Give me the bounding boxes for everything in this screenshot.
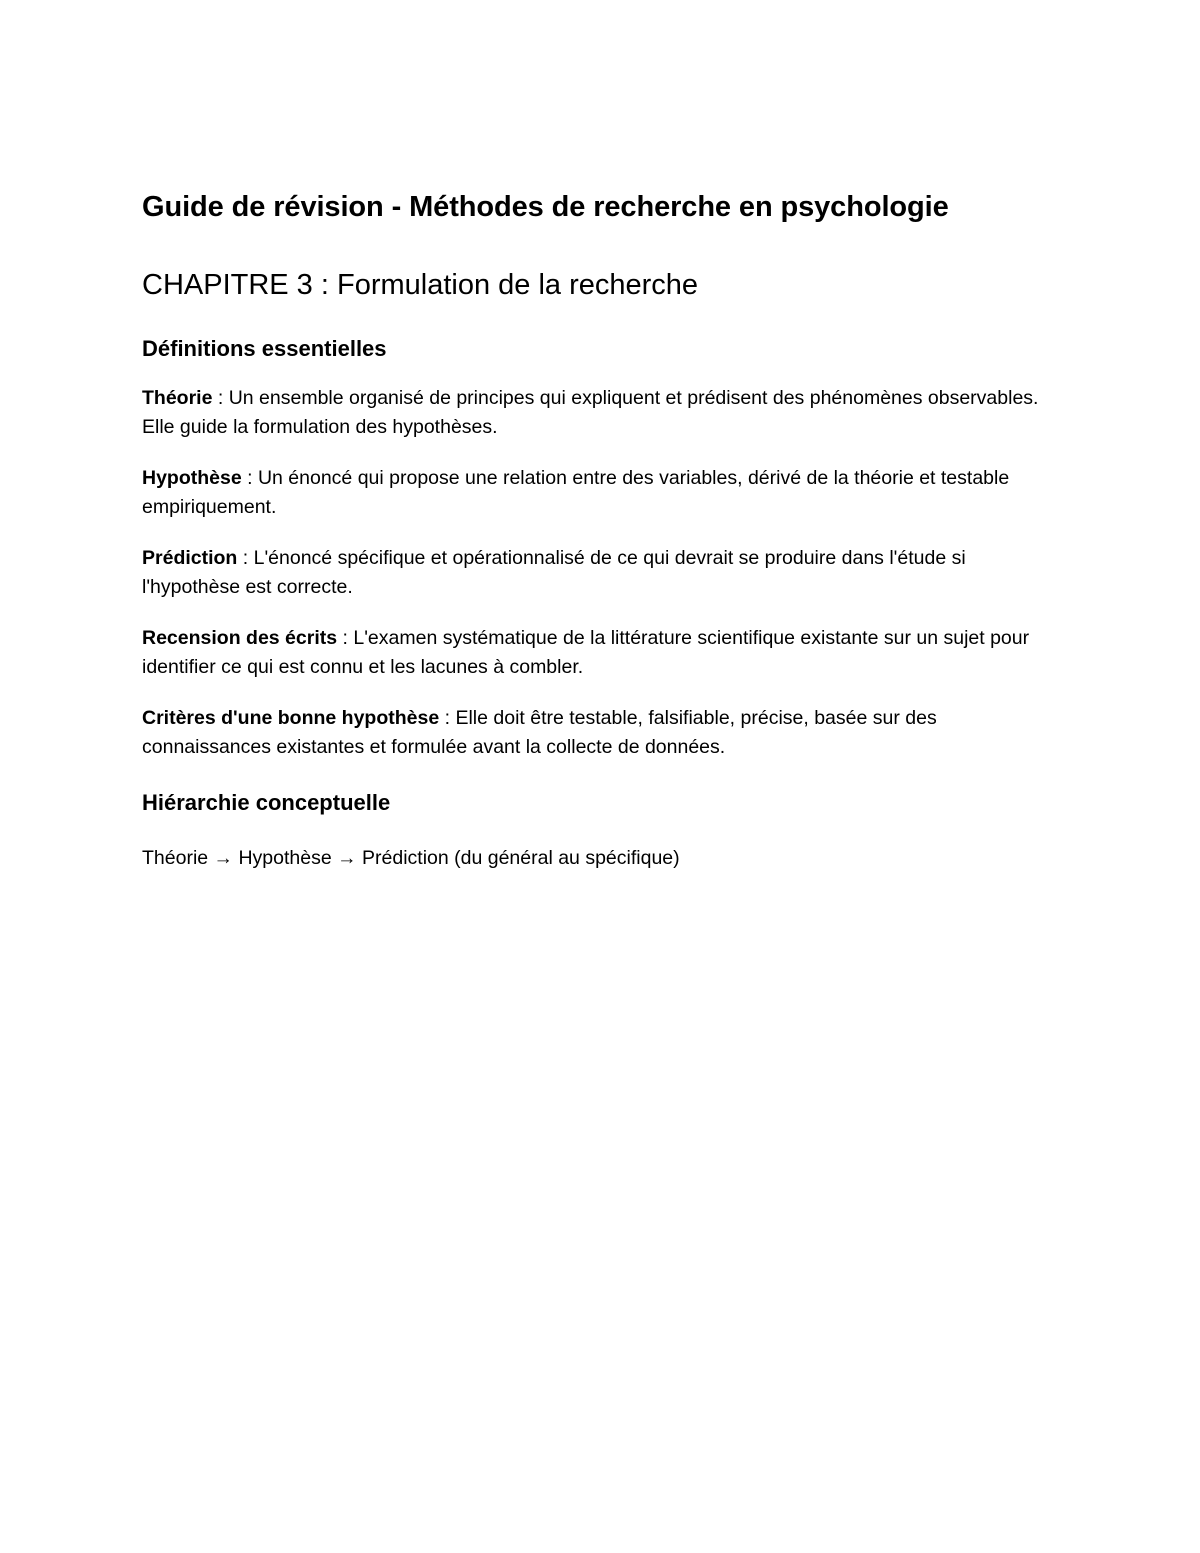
definition-text: : Elle doit être testable, falsifiable, précise, basée sur des connaissances existantes et formulée avant la collecte de données. bbox=[142, 707, 937, 758]
definition-term: Prédiction bbox=[142, 547, 238, 569]
document-content bbox=[142, 188, 1062, 873]
definition-recension bbox=[142, 624, 1062, 682]
section-heading-hierarchy: Hiérarchie conceptuelle bbox=[142, 790, 391, 815]
definition-text: : L'examen systématique de la littérature scientifique existante sur un sujet pour identifier ce qui est connu et les lacunes à combler. bbox=[142, 627, 1030, 678]
definition-term: Hypothèse bbox=[142, 467, 242, 489]
definition-theorie bbox=[142, 384, 1062, 442]
definitions-list bbox=[142, 384, 1062, 762]
section-heading-definitions: Définitions essentielles bbox=[142, 336, 387, 361]
hierarchy-text: Théorie → Hypothèse → Prédiction (du général au spécifique) bbox=[142, 847, 680, 869]
definition-text: : Un énoncé qui propose une relation entre des variables, dérivé de la théorie et testable empiriquement. bbox=[142, 467, 1010, 518]
definition-term: Critères d'une bonne hypothèse bbox=[142, 707, 440, 729]
definition-term: Recension des écrits bbox=[142, 627, 338, 649]
definition-criteres bbox=[142, 704, 1062, 762]
definition-text: : Un ensemble organisé de principes qui expliquent et prédisent des phénomènes observables. Elle guide la formulation des hypothèses. bbox=[142, 387, 1039, 438]
definition-term: Théorie bbox=[142, 387, 213, 409]
definition-hypothese bbox=[142, 464, 1062, 522]
chapter-title: CHAPITRE 3 : Formulation de la recherche bbox=[142, 269, 699, 301]
definition-text: : L'énoncé spécifique et opérationnalisé de ce qui devrait se produire dans l'étude si l'hypothèse est correcte. bbox=[142, 547, 966, 598]
document-title: Guide de révision - Méthodes de recherche en psychologie bbox=[142, 191, 949, 223]
definition-prediction bbox=[142, 544, 1062, 602]
